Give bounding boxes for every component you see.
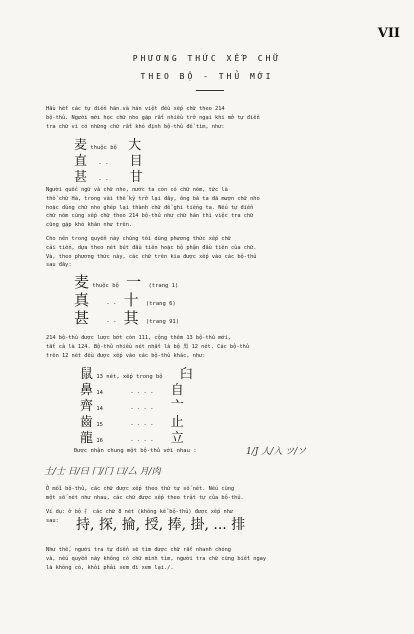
example3-char: 鼠 [80, 367, 94, 382]
paragraph-example-lead: Ví dụ: ở bộ 扌 các chữ 8 nét (không kể bộ-thủ) được xếp như sau: [46, 509, 234, 524]
paragraph-shared-radicals: Được nhận chung một bộ-thủ với nhau : [74, 448, 197, 454]
example4-characters: 持, 探, 掄, 授, 捧, 掛, ... 排 [76, 517, 246, 533]
example1-char: 甚 [74, 170, 88, 185]
example2-char: 麦 [74, 273, 90, 291]
example2-radical: 十 [123, 291, 139, 309]
section-title-line2: THEO BỘ - THỦ MỚI [140, 72, 274, 81]
example3-char: 齒 [80, 415, 94, 430]
page-number: VII [377, 26, 400, 41]
handwritten-pairs-line2: 土/士 日/曰 冂/门 口/厶 月/肉 [44, 467, 161, 477]
example1-row [74, 166, 143, 185]
paragraph-method: Cho nên trong quyển này chúng tôi dùng phương thức xếp chữ cải tiến, dựa theo nét bút đầu tiên hoặc bộ phận đầu tiên của chữ. Và, theo phương thức này, các chữ trên kia được xếp vào các bộ-thủ sau đây: [46, 236, 257, 269]
example3-radical: 臼 [179, 367, 193, 382]
example3-row [80, 427, 184, 446]
example1-sep: - - [98, 177, 109, 183]
example1-radical: 甘 [129, 170, 143, 185]
example2-sep: - - [106, 319, 117, 325]
example3-char: 鼻 [80, 383, 94, 398]
example3-label: - - - - [130, 422, 154, 428]
example2-page: (trang 1) [148, 283, 179, 289]
example3-radical: 亠 [170, 399, 184, 414]
example1-radical: 目 [129, 154, 143, 169]
example3-count: 13 nét, [96, 374, 120, 380]
example2-char: 甚 [74, 309, 90, 327]
example2-page: (trang 91) [145, 319, 180, 325]
paragraph-radical-count: 214 bộ-thủ được lược bớt còn 111, cộng thêm 13 bộ-thủ mới, tất cả là 124. Bộ-thủ nhiều nét nhất là bộ 黑 12 nét. Các bộ-thủ trên 12 nét đều được xếp vào các bộ-thủ khác, như: [46, 335, 250, 359]
example3-char: 齊 [80, 399, 94, 414]
example3-radical: 自 [170, 383, 184, 398]
example3-label: - - - - [130, 406, 154, 412]
example1-sep: - - [98, 161, 109, 167]
example2-char: 真 [74, 291, 90, 309]
paragraph-chu-nom: Người quốc ngữ và chữ nho, nước ta còn có chữ nôm, tức là thổ chữ Hà, trong vài thế kỷ trở lại đây, ông bà ta đã mượn chữ nho hoặc dùng chữ nho ghép lại thành chữ để ghi tiếng ta. Nếu tự điển chữ nôm cũng xếp chữ theo 214 bộ-thủ như chữ hán thì việc tra chữ cũng gặp khó khăn như trên. [46, 187, 260, 229]
example2-radical: 一 [126, 273, 142, 291]
example3-count: 14 [96, 406, 103, 412]
example2-sep: thuộc bộ [92, 283, 119, 289]
example3-count: 14 [96, 390, 103, 396]
title-underline [196, 90, 224, 91]
example3-count: 16 [96, 438, 103, 444]
example3-radical: 止 [170, 415, 184, 430]
example1-char: 直 [74, 154, 88, 169]
example1-sep: thuộc bộ [90, 145, 117, 151]
section-title-line1: PHƯƠNG THỨC XẾP CHỮ [132, 54, 282, 63]
example2-page: (trang 6) [145, 301, 176, 307]
paragraph-intro: Hầu hết các tự điển hán.và hán việt đều xếp chữ theo 214 bộ-thủ. Người mới học chữ nho gặp rất nhiều trở ngại khi mở tự điển tra chữ vì có những chữ rất khó định bộ-thủ để tìm, như: [46, 106, 260, 130]
example2-row [74, 307, 179, 328]
example2-sep: - - [106, 301, 117, 307]
example3-char: 龍 [80, 431, 94, 446]
example3-label: - - - - [130, 438, 154, 444]
example3-label: - - - - [130, 390, 154, 396]
handwritten-pairs-line1: 1/J 人/入 ツ/ソ [246, 447, 307, 457]
paragraph-ordering: Ở mỗi bộ-thủ, các chữ được xếp theo thứ tự số nét. Nếu cùng một số nét như nhau, các chữ được xếp theo trật tự của bộ-thủ. [46, 486, 244, 501]
example3-label: xếp trong bộ [122, 374, 163, 380]
paragraph-conclusion: Như thế, người tra tự điển sẽ tìm được chữ rất nhanh chóng và, nếu quyển này không có chữ mình tìm, người tra chữ cũng biết ngay là không có, khỏi phải xem đi xem lại./. [46, 547, 267, 571]
example2-radical: 其 [123, 309, 139, 327]
example1-radical: 大 [128, 138, 142, 153]
example3-count: 15 [96, 422, 103, 428]
example1-char: 麦 [74, 138, 88, 153]
example3-radical: 立 [170, 431, 184, 446]
